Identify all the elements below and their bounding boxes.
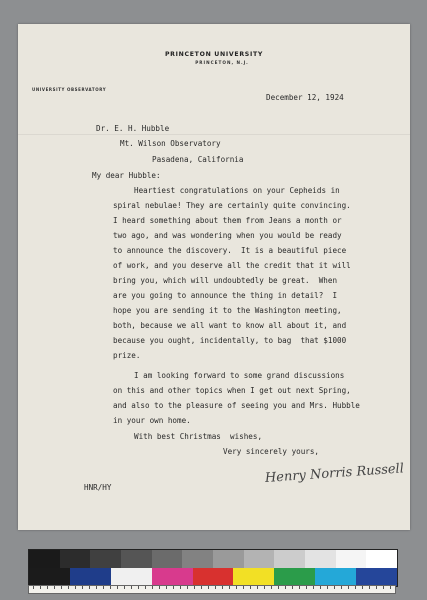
ruler-tick xyxy=(33,586,34,589)
ruler-tick xyxy=(47,586,48,589)
recipient-name: Dr. E. H. Hubble xyxy=(96,124,170,133)
body-line: and also to the pleasure of seeing you and Mrs. Hubble xyxy=(113,401,360,410)
ruler-tick xyxy=(131,586,132,589)
ruler-tick xyxy=(208,586,209,589)
color-swatch xyxy=(274,568,315,586)
color-swatch xyxy=(29,568,70,586)
ruler-tick xyxy=(376,586,377,589)
body-line: of work, and you deserve all the credit that it will xyxy=(113,261,351,270)
ruler-tick xyxy=(68,586,69,589)
color-swatch xyxy=(111,568,152,586)
color-swatch xyxy=(274,550,305,568)
ruler-tick xyxy=(341,586,342,589)
color-swatch xyxy=(213,550,244,568)
body-line: because you ought, incidentally, to bag that $1000 xyxy=(113,336,347,345)
ruler-tick xyxy=(222,586,223,589)
ruler-tick xyxy=(159,586,160,589)
salutation: My dear Hubble: xyxy=(92,171,161,180)
letter-date: December 12, 1924 xyxy=(266,93,344,102)
ruler-tick xyxy=(257,586,258,589)
ruler-tick xyxy=(264,586,265,589)
color-swatch xyxy=(29,550,60,568)
ruler-tick xyxy=(40,586,41,589)
letterhead-university: PRINCETON UNIVERSITY xyxy=(164,51,264,58)
ruler-tick xyxy=(117,586,118,589)
color-patches xyxy=(29,568,397,586)
body-line: on this and other topics when I get out next Spring, xyxy=(113,386,351,395)
color-swatch xyxy=(90,550,121,568)
ruler-tick xyxy=(96,586,97,589)
ruler-tick xyxy=(145,586,146,589)
body-line: I am looking forward to some grand discussions xyxy=(134,371,345,380)
color-swatch xyxy=(305,550,336,568)
fold-crease xyxy=(18,134,410,135)
ruler-tick xyxy=(271,586,272,589)
ruler-tick xyxy=(334,586,335,589)
grayscale-patches xyxy=(29,550,397,568)
body-line: hope you are sending it to the Washington meeting, xyxy=(113,306,342,315)
ruler-tick xyxy=(82,586,83,589)
ruler-tick xyxy=(194,586,195,589)
ruler-tick xyxy=(103,586,104,589)
ruler-tick xyxy=(180,586,181,589)
color-swatch xyxy=(244,550,275,568)
ruler-tick xyxy=(306,586,307,589)
body-line: Heartiest congratulations on your Cepheids in xyxy=(134,186,340,195)
body-line: in your own home. xyxy=(113,416,191,425)
color-swatch xyxy=(60,550,91,568)
body-line: two ago, and was wondering when you would be ready xyxy=(113,231,342,240)
ruler-tick xyxy=(243,586,244,589)
ruler-tick xyxy=(166,586,167,589)
ruler-tick xyxy=(215,586,216,589)
color-swatch xyxy=(336,550,367,568)
body-line: prize. xyxy=(113,351,141,360)
letter-page xyxy=(18,24,410,530)
handwritten-signature: Henry Norris Russell xyxy=(264,461,405,486)
ruler-tick xyxy=(173,586,174,589)
ruler-tick xyxy=(187,586,188,589)
body-line: bring you, which will undoubtedly be great. When xyxy=(113,276,338,285)
body-line: both, because we all want to know all about it, and xyxy=(113,321,347,330)
body-line: are you going to announce the thing in detail? I xyxy=(113,291,338,300)
ruler-tick xyxy=(236,586,237,589)
ruler-tick xyxy=(285,586,286,589)
ruler-tick xyxy=(229,586,230,589)
color-calibration-target xyxy=(28,549,398,587)
letterhead-department: UNIVERSITY OBSERVATORY xyxy=(32,87,107,92)
ruler-tick xyxy=(201,586,202,589)
ruler-tick xyxy=(362,586,363,589)
typist-initials: HNR/HY xyxy=(84,483,112,492)
ruler-tick xyxy=(278,586,279,589)
ruler-tick xyxy=(348,586,349,589)
ruler-tick xyxy=(390,586,391,589)
ruler-tick xyxy=(61,586,62,589)
body-line: With best Christmas wishes, xyxy=(134,432,263,441)
color-swatch xyxy=(356,568,397,586)
ruler-tick xyxy=(110,586,111,589)
color-swatch xyxy=(193,568,234,586)
ruler-tick xyxy=(299,586,300,589)
body-line: I heard something about them from Jeans a month or xyxy=(113,216,342,225)
recipient-institution: Mt. Wilson Observatory xyxy=(120,139,221,148)
ruler-tick xyxy=(355,586,356,589)
closing: Very sincerely yours, xyxy=(223,447,320,456)
measurement-ruler xyxy=(28,585,396,594)
color-swatch xyxy=(233,568,274,586)
ruler-tick xyxy=(369,586,370,589)
color-swatch xyxy=(70,568,111,586)
ruler-tick xyxy=(75,586,76,589)
color-swatch xyxy=(152,568,193,586)
ruler-tick xyxy=(54,586,55,589)
letterhead-city: PRINCETON, N.J. xyxy=(195,60,249,65)
body-line: to announce the discovery. It is a beautiful piece xyxy=(113,246,347,255)
color-swatch xyxy=(152,550,183,568)
ruler-tick xyxy=(152,586,153,589)
ruler-tick xyxy=(250,586,251,589)
ruler-tick xyxy=(292,586,293,589)
body-line: spiral nebulae! They are certainly quite convincing. xyxy=(113,201,351,210)
color-swatch xyxy=(182,550,213,568)
recipient-city: Pasadena, California xyxy=(152,155,244,164)
ruler-tick xyxy=(320,586,321,589)
ruler-tick xyxy=(89,586,90,589)
ruler-tick xyxy=(313,586,314,589)
ruler-tick xyxy=(327,586,328,589)
ruler-tick xyxy=(138,586,139,589)
ruler-tick xyxy=(383,586,384,589)
ruler-tick xyxy=(124,586,125,589)
color-swatch xyxy=(315,568,356,586)
color-swatch xyxy=(121,550,152,568)
color-swatch xyxy=(366,550,397,568)
